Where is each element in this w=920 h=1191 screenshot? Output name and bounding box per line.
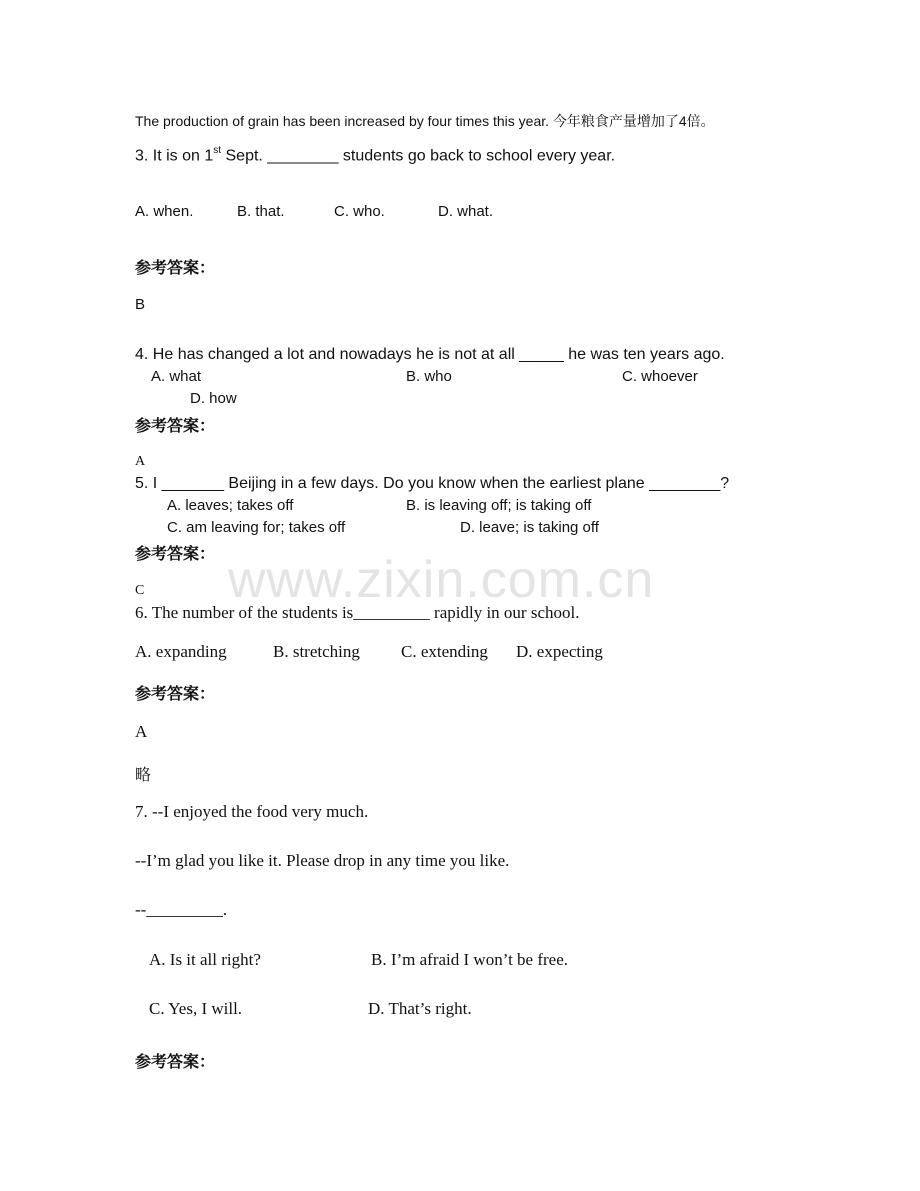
q6-question: 6. The number of the students is_________ rapidly in our school. xyxy=(135,603,580,622)
q5-answer-label: 参考答案： xyxy=(135,546,216,563)
q4-option-c: C. whoever xyxy=(622,368,698,385)
q4-option-a: A. what xyxy=(151,368,202,385)
q4-option-d: D. how xyxy=(190,390,237,407)
q5-option-a: A. leaves; takes off xyxy=(167,497,294,514)
q6-note: 略 xyxy=(135,767,152,784)
q4-option-b: B. who xyxy=(406,368,452,385)
q3-option-a: A. when. xyxy=(135,203,194,220)
q3-question xyxy=(135,146,615,165)
q7-answer-label: 参考答案： xyxy=(135,1054,216,1071)
q6-option-a: A. expanding xyxy=(135,642,227,661)
q5-question: 5. I _______ Beijing in a few days. Do you know when the earliest plane ________? xyxy=(135,475,730,492)
q3-answer-label: 参考答案： xyxy=(135,260,216,277)
q3-question-sup: st xyxy=(213,145,222,156)
q7-option-a: A. Is it all right? xyxy=(149,950,261,969)
q6-answer: A xyxy=(135,722,148,741)
q3-question-prefix: 3. It is on 1 xyxy=(135,147,214,165)
q3-option-d: D. what. xyxy=(438,203,494,220)
q6-option-b: B. stretching xyxy=(273,642,360,661)
q6-answer-label: 参考答案： xyxy=(135,686,216,703)
q4-answer-label: 参考答案： xyxy=(135,418,216,435)
q7-option-b: B. I’m afraid I won’t be free. xyxy=(371,950,568,969)
q5-answer: C xyxy=(135,583,145,598)
q7-line2: --I’m glad you like it. Please drop in any time you like. xyxy=(135,851,510,870)
q3-option-c: C. who. xyxy=(334,203,385,220)
q7-option-c: C. Yes, I will. xyxy=(149,999,243,1018)
q6-option-c: C. extending xyxy=(401,642,488,661)
q4-question: 4. He has changed a lot and nowadays he is not at all _____ he was ten years ago. xyxy=(135,346,725,363)
q5-option-c: C. am leaving for; takes off xyxy=(167,519,346,536)
q7-option-d: D. That’s right. xyxy=(368,999,472,1018)
q7-line1: 7. --I enjoyed the food very much. xyxy=(135,802,369,821)
q7-line3: --_________. xyxy=(135,900,228,919)
q5-option-d: D. leave; is taking off xyxy=(460,519,599,536)
intro-text: The production of grain has been increased by four times this year. 今年粮食产量增加了4倍。 xyxy=(135,113,715,129)
watermark: www.zixin.com.cn xyxy=(228,551,655,609)
q4-answer: A xyxy=(135,454,146,469)
q5-option-b: B. is leaving off; is taking off xyxy=(406,497,592,514)
q3-question-suffix: Sept. ________ students go back to school every year. xyxy=(221,147,616,165)
q3-answer: B xyxy=(135,296,146,313)
q6-option-d: D. expecting xyxy=(516,642,603,661)
q3-option-b: B. that. xyxy=(237,203,285,220)
